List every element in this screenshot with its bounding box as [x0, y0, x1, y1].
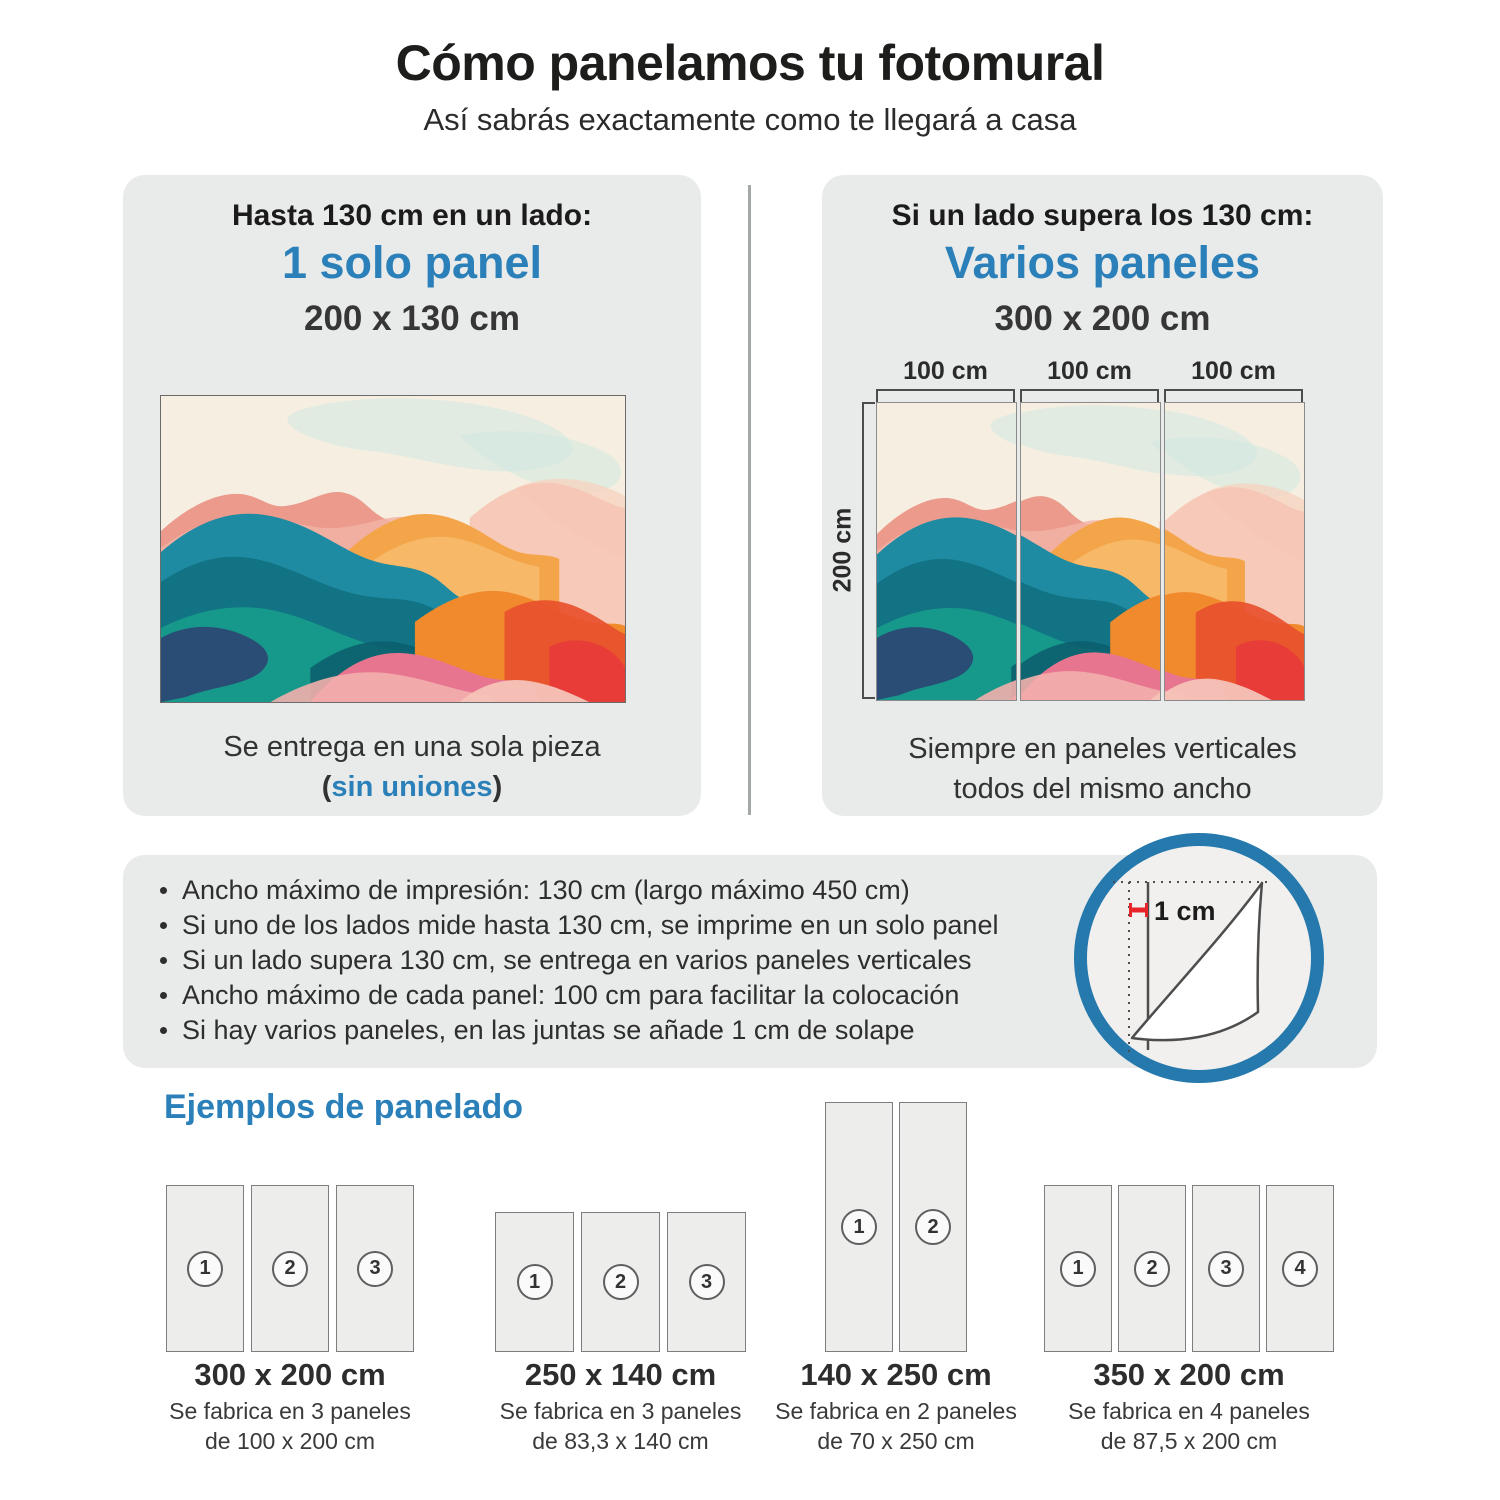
panel-number-badge: 2 [603, 1264, 639, 1300]
single-panel-card [123, 175, 701, 816]
mural-panel-slice-1 [876, 402, 1017, 701]
example-title: 250 x 140 cm [524, 1357, 717, 1392]
page-subtitle: Así sabrás exactamente como te llegará a casa [423, 102, 1077, 137]
vertical-divider [748, 185, 751, 815]
panel-number-badge: 2 [1134, 1251, 1170, 1287]
example-subtitle: de 100 x 200 cm [204, 1428, 376, 1454]
overlap-label: 1 cm [1154, 896, 1216, 926]
width-bracket-2 [1020, 389, 1159, 402]
panel-number-badge: 1 [187, 1251, 223, 1287]
panel-number-badge: 3 [689, 1264, 725, 1300]
panel-height-label: 200 cm [828, 507, 857, 593]
example-panel [667, 1212, 746, 1352]
panel-number-badge: 2 [915, 1209, 951, 1245]
panel-width-label-3: 100 cm [1191, 357, 1276, 385]
note-item: Si hay varios paneles, en las juntas se añade 1 cm de solape [158, 1013, 1118, 1048]
example-panel [1192, 1185, 1260, 1352]
mural-panel-slice-3 [1164, 402, 1305, 701]
single-panel-caption: Se entrega en una sola pieza [223, 731, 601, 763]
panel-width-label-2: 100 cm [1047, 357, 1132, 385]
single-panel-note [123, 767, 701, 807]
multi-panel-highlight: Varios paneles [944, 237, 1261, 288]
example-panel [899, 1102, 967, 1352]
page-curl-icon [1087, 846, 1311, 1070]
example-panel [166, 1185, 244, 1352]
overlap-diagram [1074, 833, 1324, 1083]
panel-number-badge: 2 [272, 1251, 308, 1287]
height-bracket [862, 402, 875, 699]
no-seams-note: sin uniones [331, 771, 493, 803]
example-panel [1266, 1185, 1334, 1352]
multi-panel-caption-line1: Siempre en paneles verticales [908, 733, 1297, 765]
page-title: Cómo panelamos tu fotomural [395, 35, 1105, 91]
example-panel [825, 1102, 893, 1352]
example-title: 350 x 200 cm [1093, 1357, 1285, 1392]
mural-image-single [160, 395, 626, 703]
mural-panel-slice-2 [1020, 402, 1161, 701]
multi-panel-condition: Si un lado supera los 130 cm: [891, 199, 1314, 232]
multi-panel-caption-line2: todos del mismo ancho [953, 773, 1252, 805]
example-panel [251, 1185, 329, 1352]
example-subtitle: de 83,3 x 140 cm [532, 1428, 709, 1454]
panel-number-badge: 3 [1208, 1251, 1244, 1287]
example-title: 140 x 250 cm [800, 1357, 992, 1392]
notes-list [158, 873, 1118, 1048]
example-subtitle: Se fabrica en 4 paneles [1068, 1398, 1310, 1424]
example-subtitle: de 70 x 250 cm [817, 1428, 975, 1454]
note-item: Ancho máximo de cada panel: 100 cm para facilitar la colocación [158, 978, 1118, 1013]
example-subtitle: de 87,5 x 200 cm [1100, 1428, 1278, 1454]
single-panel-condition: Hasta 130 cm en un lado: [231, 199, 593, 232]
panel-width-label-1: 100 cm [903, 357, 988, 385]
note-item: Si uno de los lados mide hasta 130 cm, se imprime en un solo panel [158, 908, 1118, 943]
example-panel [495, 1212, 574, 1352]
example-subtitle: Se fabrica en 2 paneles [775, 1398, 1017, 1424]
example-title: 300 x 200 cm [194, 1357, 386, 1392]
paren-open: ( [321, 771, 332, 803]
example-panel [581, 1212, 660, 1352]
panel-number-badge: 1 [517, 1264, 553, 1300]
multi-panel-card [822, 175, 1383, 816]
paren-close: ) [492, 771, 503, 803]
single-panel-size: 200 x 130 cm [303, 299, 520, 338]
panel-number-badge: 3 [357, 1251, 393, 1287]
panel-number-badge: 4 [1282, 1251, 1318, 1287]
note-item: Ancho máximo de impresión: 130 cm (largo máximo 450 cm) [158, 873, 1118, 908]
panel-number-badge: 1 [1060, 1251, 1096, 1287]
multi-panel-size: 300 x 200 cm [994, 299, 1211, 338]
examples-heading: Ejemplos de panelado [164, 1088, 523, 1126]
panel-number-badge: 1 [841, 1209, 877, 1245]
width-bracket-1 [876, 389, 1015, 402]
example-subtitle: Se fabrica en 3 paneles [169, 1398, 411, 1424]
example-panel [336, 1185, 414, 1352]
example-panel [1118, 1185, 1186, 1352]
note-item: Si un lado supera 130 cm, se entrega en varios paneles verticales [158, 943, 1118, 978]
single-panel-highlight: 1 solo panel [281, 237, 543, 288]
example-subtitle: Se fabrica en 3 paneles [499, 1398, 742, 1424]
width-bracket-3 [1164, 389, 1303, 402]
example-panel [1044, 1185, 1112, 1352]
